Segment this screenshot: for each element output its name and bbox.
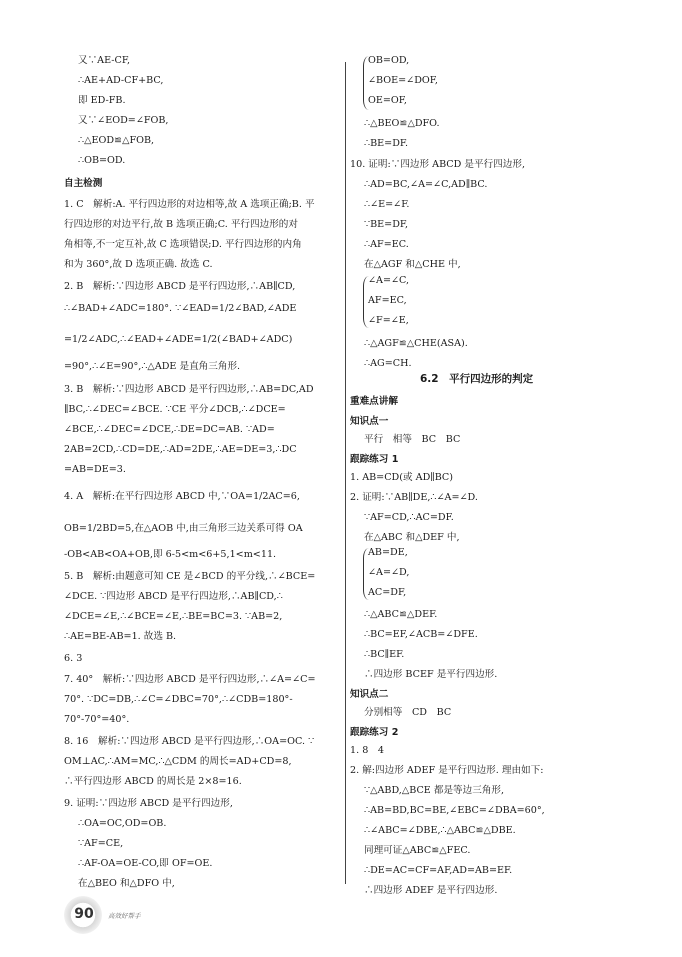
text-line: 2. 证明:∵AB∥DE,∴∠A=∠D. — [350, 492, 478, 503]
text-line: ∴△EOD≌△FOB, — [78, 135, 155, 146]
text-line: AC=DF, — [368, 587, 407, 598]
section-heading: 跟踪练习 1 — [350, 454, 399, 465]
text-line: 6. 3 — [64, 653, 83, 664]
text-line: AF=EC, — [368, 295, 407, 306]
text-line: ∴平行四边形 ABCD 的周长是 2×8=16. — [64, 776, 242, 787]
text-line: 在△AGF 和△CHE 中, — [364, 259, 461, 270]
text-line: =AB=DE=3. — [64, 464, 126, 475]
text-line: ∠A=∠C, — [368, 275, 410, 286]
text-line: ∴△ABC≌△DEF. — [364, 609, 438, 620]
text-line: ∴∠E=∠F. — [364, 199, 410, 210]
text-line: 行四边形的对边平行,故 B 选项正确;C. 平行四边形的对 — [64, 219, 298, 230]
text-line: 又∵AE-CF, — [78, 55, 131, 66]
text-line: ∵AF=CD,∴AC=DF. — [364, 512, 454, 523]
text-line: ∴△AGF≌△CHE(ASA). — [364, 338, 468, 349]
footer-slogan: 高效好帮手 — [108, 912, 141, 920]
text-line: ∴∠BAD+∠ADC=180°. ∵∠EAD=1/2∠BAD,∠ADE — [64, 303, 297, 314]
text-line: 在△BEO 和△DFO 中, — [78, 878, 175, 889]
text-line: ∴∠ABC=∠DBE,∴△ABC≌△DBE. — [364, 825, 516, 836]
page-number: 90 — [74, 906, 94, 922]
text-line: ∴AG=CH. — [364, 358, 412, 369]
text-line: ∠DCE=∠E,∴∠BCE=∠E,∴BE=BC=3. ∵AB=2, — [64, 611, 283, 622]
text-line: 又∵∠EOD=∠FOB, — [78, 115, 169, 126]
text-line: ∠BOE=∠DOF, — [368, 75, 438, 86]
text-line: ∠DCE. ∵四边形 ABCD 是平行四边形,∴AB∥CD,∴ — [64, 591, 283, 602]
text-line: ∴AE+AD-CF+BC, — [78, 75, 164, 86]
text-line: ∵BE=DF, — [364, 219, 409, 230]
text-line: =90°,∴∠E=90°,∴△ADE 是直角三角形. — [64, 361, 241, 372]
text-line: 8. 16 解析:∵四边形 ABCD 是平行四边形,∴OA=OC. ∵ — [64, 736, 315, 747]
text-line: OM⊥AC,∴AM=MC,∴△CDM 的周长=AD+CD=8, — [64, 756, 292, 767]
text-line: ∵AF=CE, — [78, 838, 124, 849]
text-line: 1. C 解析:A. 平行四边形的对边相等,故 A 选项正确;B. 平 — [64, 199, 315, 210]
text-line: AB=DE, — [368, 547, 408, 558]
text-line: OB=1/2BD=5,在△AOB 中,由三角形三边关系可得 OA — [64, 523, 303, 534]
section-heading: 自主检测 — [64, 178, 103, 189]
text-line: 2. 解:四边形 ADEF 是平行四边形. 理由如下: — [350, 765, 544, 776]
text-line: ∴BC∥EF. — [364, 649, 405, 660]
text-line: 和为 360°,故 D 选项正确. 故选 C. — [64, 259, 213, 270]
text-line: ∴AD=BC,∠A=∠C,AD∥BC. — [364, 179, 488, 190]
text-line: 同理可证△ABC≌△FEC. — [364, 845, 471, 856]
text-line: ∴AF-OA=OE-CO,即 OF=OE. — [78, 858, 213, 869]
section-heading: 重难点讲解 — [350, 396, 398, 407]
text-line: 角相等,不一定互补,故 C 选项错误;D. 平行四边形的内角 — [64, 239, 302, 250]
text-line: 1. AB=CD(或 AD∥BC) — [350, 472, 454, 483]
text-line: OB=OD, — [368, 55, 410, 66]
text-line: ∴OA=OC,OD=OB. — [78, 818, 167, 829]
text-line: ∠F=∠E, — [368, 315, 409, 326]
text-line: ∴BE=DF. — [364, 138, 409, 149]
page-footer — [64, 896, 364, 936]
text-line: 即 ED-FB. — [78, 95, 126, 106]
text-line: 70°-70°=40°. — [64, 714, 130, 725]
text-line: 7. 40° 解析:∵四边形 ABCD 是平行四边形,∴∠A=∠C= — [64, 674, 316, 685]
text-line: ∵△ABD,△BCE 都是等边三角形, — [364, 785, 505, 796]
text-line: 分别相等 CD BC — [364, 707, 452, 718]
text-line: -OB<AB<OA+OB,即 6-5<m<6+5,1<m<11. — [64, 549, 277, 560]
section-heading: 知识点二 — [350, 689, 389, 700]
section-heading: 跟踪练习 2 — [350, 727, 399, 738]
text-line: 5. B 解析:由题意可知 CE 是∠BCD 的平分线,∴∠BCE= — [64, 571, 316, 582]
text-line: ∴AE=BE-AB=1. 故选 B. — [64, 631, 177, 642]
text-line: ∥BC,∴∠DEC=∠BCE. ∵CE 平分∠DCB,∴∠DCE= — [64, 404, 286, 415]
text-line: ∴BC=EF,∠ACB=∠DFE. — [364, 629, 478, 640]
text-line: ∴DE=AC=CF=AF,AD=AB=EF. — [364, 865, 513, 876]
text-line: 2AB=2CD,∴CD=DE,∴AD=2DE,∴AE=DE=3,∴DC — [64, 444, 297, 455]
section-heading: 知识点一 — [350, 416, 389, 427]
text-line: ∠A=∠D, — [368, 567, 410, 578]
section-title: 6.2 平行四边形的判定 — [420, 373, 534, 385]
text-line: ∠BCE,∴∠DEC=∠DCE,∴DE=DC=AB. ∵AD= — [64, 424, 275, 435]
text-line: ∴四边形 BCEF 是平行四边形. — [364, 669, 498, 680]
text-line: 在△ABC 和△DEF 中, — [364, 532, 460, 543]
text-line: ∴OB=OD. — [78, 155, 126, 166]
text-line: 70°. ∵DC=DB,∴∠C=∠DBC=70°,∴∠CDB=180°- — [64, 694, 293, 705]
text-line: 1. 8 4 — [350, 745, 385, 756]
text-line: 4. A 解析:在平行四边形 ABCD 中,∵OA=1/2AC=6, — [64, 491, 300, 502]
text-line: 10. 证明:∵四边形 ABCD 是平行四边形, — [350, 159, 526, 170]
text-line: 2. B 解析:∵四边形 ABCD 是平行四边形,∴AB∥CD, — [64, 281, 296, 292]
text-line: ∴△BEO≌△DFO. — [364, 118, 440, 129]
text-line: 3. B 解析:∵四边形 ABCD 是平行四边形,∴AB=DC,AD — [64, 384, 314, 395]
text-line: ∴四边形 ADEF 是平行四边形. — [364, 885, 498, 896]
column-divider — [345, 62, 346, 884]
text-line: 9. 证明:∵四边形 ABCD 是平行四边形, — [64, 798, 233, 809]
text-line: 平行 相等 BC BC — [364, 434, 461, 445]
text-line: OE=OF, — [368, 95, 407, 106]
text-line: ∴AB=BD,BC=BE,∠EBC=∠DBA=60°, — [364, 805, 545, 816]
text-line: ∴AF=EC. — [364, 239, 409, 250]
text-line: =1/2∠ADC,∴∠EAD+∠ADE=1/2(∠BAD+∠ADC) — [64, 334, 293, 345]
